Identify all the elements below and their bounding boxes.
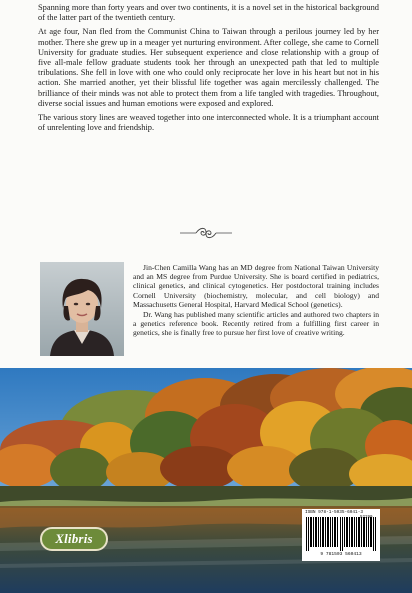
- isbn-text: ISBN 978-1-5035-6041-3: [305, 510, 363, 515]
- barcode-digits: 9 781503 560413: [320, 552, 362, 557]
- author-photo: [40, 262, 124, 356]
- blurb-paragraph-2: At age four, Nan fled from the Communist China to Taiwan through a perilous journey led by her mother. There she grew up in a meager yet nurturing environment. After college, she came to Cornell University for graduate studies. Her subsequent experience and close relationship with a group of five all-male fellow graduate students took her through an unexpected path that led to multiple tribulations. She fell in love with one who could only reciprocate her love in his heart but not in his action. She married another, yet their blissful life together was again mercilessly challenged. The brilliance of their minds was not able to protect them from a life tangled with tragedies. Throughout, diverse social issues and human emotions were exposed and explored.: [38, 27, 379, 108]
- author-bio-paragraph-1: Jin-Chen Camilla Wang has an MD degree from National Taiwan University and an MS degree from Purdue University. She is board certified in pediatrics, clinical genetics, and clinical cytogenetics. Her postdoctoral training includes Cornell University (biochemistry, molecular, and cell biology) and Massachusetts General Hospital, Harvard Medical School (genetics).: [133, 263, 379, 309]
- xlibris-logo: Xlibris: [40, 527, 108, 551]
- blurb-paragraph-1: Spanning more than forty years and over two continents, it is a novel set in the historical background of the latter part of the twentieth century.: [38, 3, 379, 23]
- barcode-bars: [305, 517, 377, 551]
- ornament-divider-icon: [178, 226, 234, 240]
- blurb-paragraph-3: The various story lines are weaved together into one interconnected whole. It is a triumphant account of unrelenting love and friendship.: [38, 113, 379, 133]
- author-bio: [133, 263, 379, 338]
- isbn-barcode: [302, 509, 380, 561]
- book-blurb: [38, 3, 379, 137]
- author-bio-paragraph-2: Dr. Wang has published many scientific articles and authored two chapters in a genetics reference book. Recently retired from a fulfilling first career in genetics, she is finally free to pursue her first love of creative writing.: [133, 310, 379, 338]
